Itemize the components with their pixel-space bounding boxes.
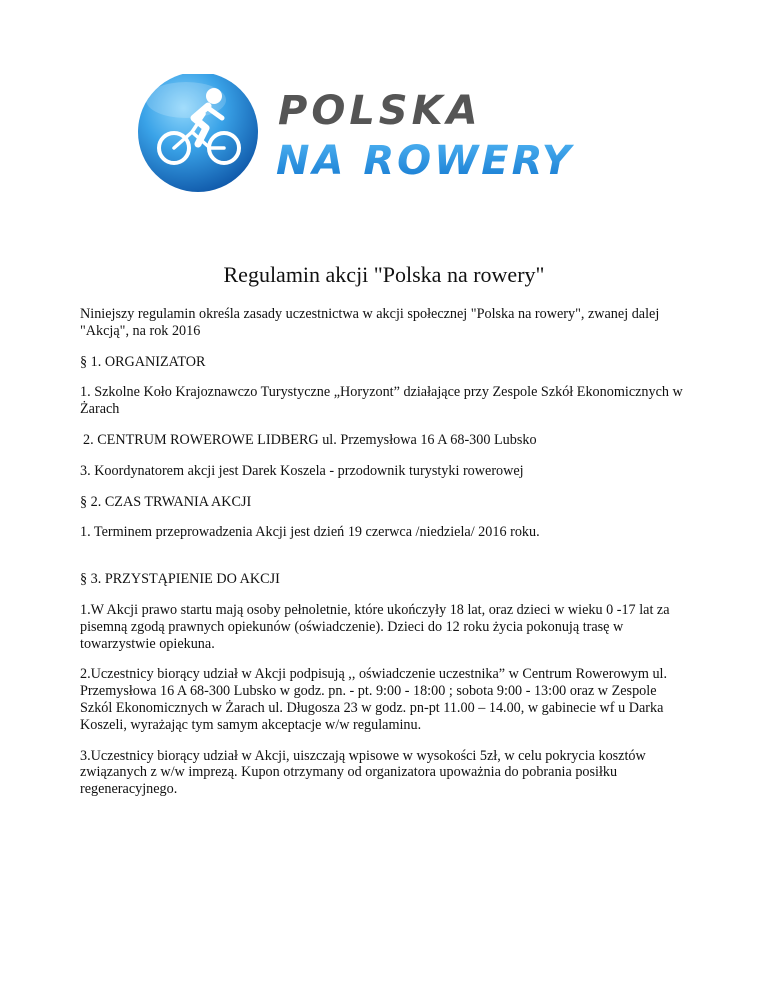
section-1-item-3: 3. Koordynatorem akcji jest Darek Koszela - przodownik turystyki rowerowej xyxy=(80,462,524,479)
section-1-item-1: 1. Szkolne Koło Krajoznawczo Turystyczne „Horyzont” działające przy Zespole Szkół Ekonomicznych w Żarach xyxy=(80,384,683,418)
logo xyxy=(136,74,666,194)
section-3-item-2: 2.Uczestnicy biorący udział w Akcji podpisują ,, oświadczenie uczestnika” w Centrum Rowerowym ul. Przemysłowa 16 A 68-300 Lubsko w godz. pn. - pt. 9:00 - 18:00 ; sobota 9:00 - 13:00 oraz w Zespole Szkól Ekonomicznych w Żarach ul. Długosza 23 w godz. pn-pt 11.00 – 14.00, w gabinecie wf u Darka Koszeli, wyrażając tym samym akceptacje w/w regulaminu. xyxy=(80,666,668,733)
logo-text-line1: POLSKA xyxy=(278,88,482,134)
intro-paragraph: Niniejszy regulamin określa zasady uczestnictwa w akcji społecznej "Polska na rowery", zwanej dalej "Akcją", na rok 2016 xyxy=(80,306,660,339)
section-3-item-3: 3.Uczestnicy biorący udział w Akcji, uiszczają wpisowe w wysokości 5zł, w celu pokrycia kosztów związanych z w/w imprezą. Kupon otrzymany od organizatora upoważnia do pobrania posiłku regeneracyjnego. xyxy=(80,747,646,798)
section-3-heading: § 3. PRZYSTĄPIENIE DO AKCJI xyxy=(80,571,280,588)
page-title: Regulamin akcji "Polska na rowery" xyxy=(223,262,545,287)
logo-text-line2: NA ROWERY xyxy=(276,138,574,184)
document-body xyxy=(80,306,690,812)
section-2-heading: § 2. CZAS TRWANIA AKCJI xyxy=(80,493,252,510)
section-2-item-1: 1. Terminem przeprowadzenia Akcji jest dzień 19 czerwca /niedziela/ 2016 roku. xyxy=(80,524,540,541)
section-1-item-2: 2. CENTRUM ROWEROWE LIDBERG ul. Przemysłowa 16 A 68-300 Lubsko xyxy=(83,431,537,448)
section-3-item-1: 1.W Akcji prawo startu mają osoby pełnoletnie, które ukończyły 18 lat, oraz dzieci w wieku 0 -17 lat za pisemną zgodą prawnych opiekunów (oświadczenie). Dzieci do 12 roku życia pokonują trasę w towarzystwie opiekuna. xyxy=(80,601,670,652)
logo-graphic xyxy=(136,74,666,194)
logo-circle xyxy=(138,74,258,192)
section-1-heading: § 1. ORGANIZATOR xyxy=(80,353,206,370)
